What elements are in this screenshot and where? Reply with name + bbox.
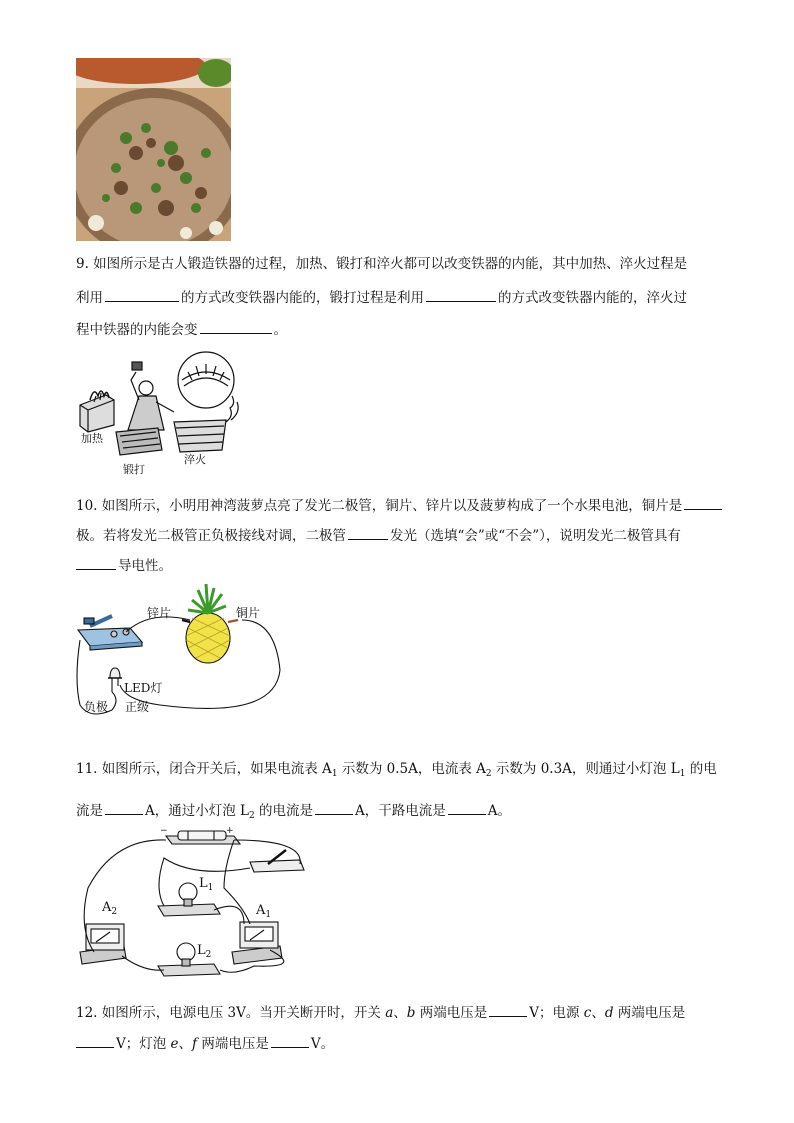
forging-illustration bbox=[76, 350, 251, 475]
label-zinc: 锌片 bbox=[147, 606, 172, 620]
q12-blank-2[interactable] bbox=[76, 1033, 114, 1048]
q11-text: 流是 bbox=[76, 803, 103, 819]
q10-text: 导电性。 bbox=[118, 558, 172, 574]
q12-text: 两端电压是 bbox=[197, 1036, 269, 1052]
q12-var: b bbox=[406, 1005, 416, 1021]
q12-line-1 bbox=[76, 1001, 685, 1021]
q11-text: A。 bbox=[487, 803, 512, 819]
food-photo bbox=[76, 58, 231, 241]
q12-var: a bbox=[385, 1005, 394, 1021]
q12-line-2 bbox=[76, 1032, 334, 1052]
q9-blank-3[interactable] bbox=[200, 319, 272, 334]
q11-text: 11. 如图所示，闭合开关后，如果电流表 A bbox=[76, 761, 332, 777]
q10-text: 发光（选填“会”或“不会”），说明发光二极管具有 bbox=[390, 528, 681, 544]
q10-blank-3[interactable] bbox=[76, 555, 116, 570]
q11-text: 示数为 0.3A，则通过小灯泡 L bbox=[491, 761, 680, 777]
q10-text: 10. 如图所示，小明用神湾菠萝点亮了发光二极管，铜片、锌片以及菠萝构成了一个水果电池，铜片是 bbox=[76, 498, 683, 514]
q11-blank-1[interactable] bbox=[105, 800, 143, 815]
label-l2: $L_2$ bbox=[197, 943, 212, 960]
q10-line-3 bbox=[76, 554, 172, 574]
q11-blank-2[interactable] bbox=[315, 800, 353, 815]
q12-text: V。 bbox=[310, 1036, 335, 1052]
q11-text: 示数为 0.5A，电流表 A bbox=[337, 761, 486, 777]
label-led: LED灯 bbox=[124, 681, 163, 695]
q10-blank-2[interactable] bbox=[348, 525, 388, 540]
q12-blank-3[interactable] bbox=[271, 1033, 309, 1048]
q11-line-2 bbox=[76, 799, 511, 821]
q10-line-1 bbox=[76, 494, 724, 514]
q10-line-2 bbox=[76, 524, 681, 544]
q11-blank-3[interactable] bbox=[448, 800, 486, 815]
q12-text: 、 bbox=[393, 1005, 407, 1021]
q9-text: 的方式改变铁器内能的，淬火过 bbox=[498, 290, 687, 306]
label-copper: 铜片 bbox=[236, 606, 261, 620]
q11-sub: 2 bbox=[249, 811, 255, 821]
fig-label-forge: 锻打 bbox=[123, 463, 145, 476]
q12-text: V；灯泡 bbox=[116, 1036, 171, 1052]
q9-line-2 bbox=[76, 286, 687, 306]
q12-var: e bbox=[170, 1036, 179, 1052]
fig-label-quench: 淬火 bbox=[184, 453, 206, 466]
q12-text: 两端电压是 bbox=[415, 1005, 488, 1021]
fig-label-heat: 加热 bbox=[81, 432, 103, 445]
label-positive: 正级 bbox=[125, 700, 150, 714]
label-minus: − bbox=[160, 826, 168, 836]
q12-text: V；电源 bbox=[529, 1005, 584, 1021]
q9-line-1: 9. 如图所示是古人锻造铁器的过程，加热、锻打和淬火都可以改变铁器的内能，其中加热、淬火过程是 bbox=[76, 256, 688, 272]
q10-blank-1[interactable] bbox=[684, 495, 722, 510]
q12-text: 12. 如图所示，电源电压 3V。当开关断开时，开关 bbox=[76, 1005, 386, 1021]
q12-blank-1[interactable] bbox=[489, 1002, 527, 1017]
q12-text: 、 bbox=[591, 1005, 605, 1021]
q11-text: 的电 bbox=[685, 761, 717, 777]
q11-text: A，干路电流是 bbox=[355, 803, 446, 819]
q12-text: 两端电压是 bbox=[613, 1005, 686, 1021]
label-negative: 负极 bbox=[84, 700, 109, 714]
label-plus: + bbox=[226, 826, 234, 836]
q11-text: A，通过小灯泡 L bbox=[145, 803, 250, 819]
q10-text: 极。若将发光二极管正负极接线对调，二极管 bbox=[76, 528, 346, 544]
label-a1: $A_1$ bbox=[256, 903, 272, 920]
q11-line-1 bbox=[76, 757, 717, 779]
q9-blank-2[interactable] bbox=[426, 287, 496, 302]
q9-line-3 bbox=[76, 318, 287, 338]
q11-sub: 1 bbox=[331, 769, 338, 779]
q9-blank-1[interactable] bbox=[105, 287, 179, 302]
q11-sub: 1 bbox=[679, 769, 686, 779]
q12-var: c bbox=[583, 1005, 592, 1021]
q11-text: 的电流是 bbox=[254, 803, 314, 819]
label-l1: $L_1$ bbox=[199, 876, 214, 893]
q9-text: 程中铁器的内能会变 bbox=[76, 322, 198, 338]
q12-var: f bbox=[192, 1036, 198, 1052]
label-a2: $A_2$ bbox=[102, 900, 118, 917]
q11-sub: 2 bbox=[485, 769, 492, 779]
q12-text: 、 bbox=[178, 1036, 193, 1052]
q9-text: 利用 bbox=[76, 290, 103, 306]
q12-var: d bbox=[604, 1005, 614, 1021]
q9-text: 。 bbox=[273, 322, 287, 338]
q9-text: 的方式改变铁器内能的，锻打过程是利用 bbox=[181, 290, 424, 306]
